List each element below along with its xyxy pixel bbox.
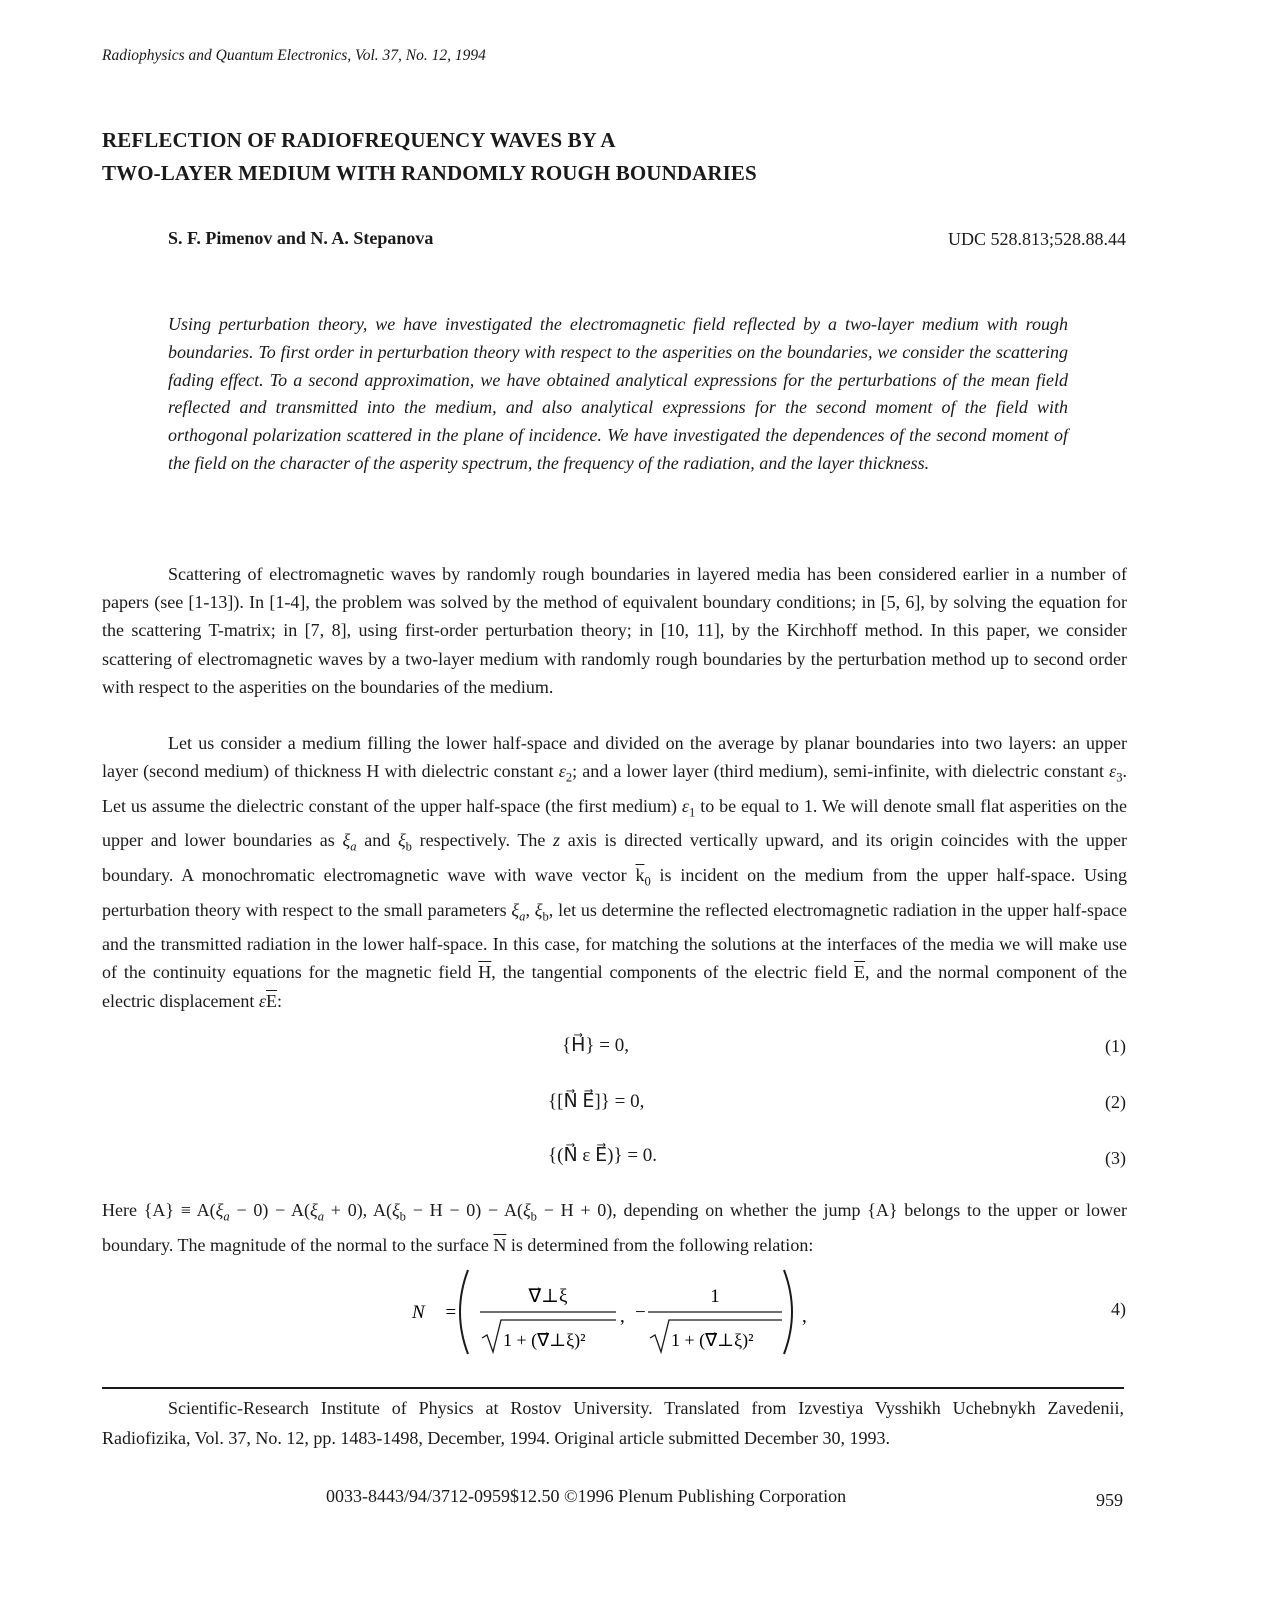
paragraph-1: Scattering of electromagnetic waves by randomly rough boundaries in layered media has been considered earlier in a number of papers (see [1-13]). In [1-4], the problem was solved by the method of equivalent boundary conditions; in [5, 6], by solving the equation for the scattering T-matrix; in [7, 8], using first-order perturbation theory; in [10, 11], by the Kirchhoff method. In this paper, we consider scattering of electromagnetic waves by a two-layer medium with randomly rough boundaries by the perturbation method up to second order with respect to the asperities on the boundaries of the medium. <box>102 564 1127 697</box>
equation-3-number: (3) <box>1105 1148 1126 1168</box>
footnote <box>102 1393 1124 1453</box>
eq4-denominator-1: 1 + (∇⃗⊥ξ)² <box>503 1330 586 1350</box>
eq4-denominator-2: 1 + (∇⃗⊥ξ)² <box>671 1330 754 1350</box>
article-title <box>102 124 757 190</box>
eq4-lhs: N⃗ = <box>412 1302 458 1323</box>
left-paren <box>460 1270 468 1354</box>
paragraph-3: Here $\{A\} \equiv A(\xi_a - 0) - A(\xi_a + 0)$, $A(\xi_b - H - 0) - A(\xi_b - H + 0)$, depending on whether the jump {A} belongs to the upper or lower boundary. The magnitude of the normal to the surface $\overline{N}$ is determined from the following relation: <box>102 1200 1128 1255</box>
paragraph-2: Let us consider a medium filling the lower half-space and divided on the average by planar boundaries into two layers: an upper layer (second medium) of thickness H with dielectric constant $\varepsilon_2$; and a lower layer (third medium), semi-infinite, with dielectric constant $\varepsilon_3$. Let us assume the dielectric constant of the upper half-space (the first medium) $\varepsilon_1$ to be equal to 1. We will denote small flat asperities on the upper and lower boundaries as $\xi_a$ and $\xi_b$ respectively. The z axis is directed vertically upward, and its origin coincides with the upper boundary. A monochromatic electromagnetic wave with wave vector $\overline{k}_0$ is incident on the medium from the upper half-space. Using perturbation theory with respect to the small parameters $\xi_a$, $\xi_b$, let us determine the reflected electromagnetic radiation in the upper half-space and the transmitted radiation in the lower half-space. In this case, for matching the solutions at the interfaces of the media we will make use of the continuity equations for the magnetic field $\overline{H}$, the tangential components of the electric field $\overline{E}$, and the normal component of the electric displacement $\varepsilon\overline{E}$: <box>102 733 1128 1011</box>
footnote-rule <box>102 1387 1124 1389</box>
eq4-separator: , <box>620 1306 625 1327</box>
equation-2: {[N⃗ E⃗]} = 0, <box>548 1091 645 1112</box>
authors: S. F. Pimenov and N. A. Stepanova <box>168 228 434 248</box>
equation-2-number: (2) <box>1105 1092 1126 1112</box>
equation-4 <box>410 1262 830 1362</box>
equation-3: {(N⃗ ε E⃗)} = 0. <box>548 1145 658 1166</box>
title-line-2: TWO-LAYER MEDIUM WITH RANDOMLY ROUGH BOUNDARIES <box>102 161 757 185</box>
copyright-line: 0033-8443/94/3712-0959$12.50 ©1996 Plenum Publishing Corporation <box>326 1486 847 1506</box>
page-number: 959 <box>1096 1490 1123 1510</box>
eq4-tail: , <box>802 1306 807 1327</box>
abstract: Using perturbation theory, we have investigated the electromagnetic field reflected by a two-layer medium with rough boundaries. To first order in perturbation theory with respect to the asperities on the boundaries, we consider the scattering fading effect. To a second approximation, we have obtained analytical expressions for the perturbations of the mean field reflected and transmitted into the medium, and also analytical expressions for the second moment of the field with orthogonal polarization scattered in the plane of incidence. We have investigated the dependences of the second moment of the field on the character of the asperity spectrum, the frequency of the radiation, and the layer thickness. <box>168 314 1068 473</box>
right-paren <box>784 1270 792 1354</box>
title-line-1: REFLECTION OF RADIOFREQUENCY WAVES BY A <box>102 128 616 152</box>
footnote-text: Scientific-Research Institute of Physics at Rostov University. Translated from Izvestiya Vysshikh Uchebnykh Zavedenii, Radiofizika, Vol. 37, No. 12, pp. 1483-1498, December, 1994. Original article submitted December 30, 1993. <box>102 1398 1124 1448</box>
eq4-numerator-1: ∇⃗⊥ξ <box>528 1286 568 1307</box>
journal-header: Radiophysics and Quantum Electronics, Vol. 37, No. 12, 1994 <box>102 47 486 64</box>
udc-code: UDC 528.813;528.88.44 <box>947 229 1126 249</box>
eq4-minus: − <box>635 1302 646 1323</box>
equation-4-number: 4) <box>1111 1299 1126 1319</box>
eq4-numerator-2: 1 <box>710 1286 720 1307</box>
equation-1-number: (1) <box>1105 1036 1126 1056</box>
equation-1: {H⃗} = 0, <box>562 1035 629 1056</box>
